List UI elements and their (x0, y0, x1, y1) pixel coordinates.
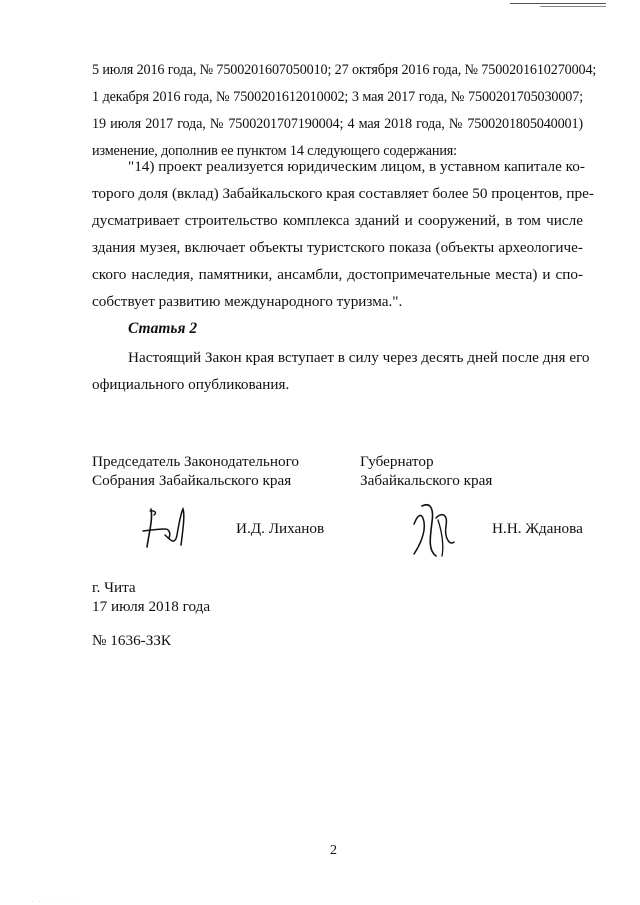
paragraph-amendment-list (92, 57, 597, 165)
signatory-left-title (92, 452, 299, 490)
handwritten-signature-right (408, 498, 464, 560)
signatory-left-name: И.Д. Лиханов (236, 520, 325, 537)
text-line: здания музея, включает объекты туристского показа (объекты археологиче- (92, 239, 583, 256)
top-rule-secondary (540, 6, 606, 7)
text-line: 1 декабря 2016 года, № 7500201612010002; 3 мая 2017 года, № 7500201705030007; (92, 89, 583, 105)
text-line: дусматривает строительство комплекса зданий и сооружений, в том числе (92, 212, 583, 229)
signatory-right-title (360, 452, 492, 490)
text-line: ского наследия, памятники, ансамбли, достопримечательные места) и спо- (92, 266, 583, 283)
article-heading: Статья 2 (128, 320, 198, 337)
handwritten-signature-left (141, 505, 189, 551)
text-line: Настоящий Закон края вступает в силу через десять дней после дня его (128, 349, 590, 366)
signing-place: г. Чита (92, 579, 136, 596)
scan-footer-marks: . . . . . . . (32, 898, 78, 904)
signing-date: 17 июля 2018 года (92, 598, 211, 615)
text-line: официального опубликования. (92, 376, 290, 393)
signatory-right-title-line: Забайкальского края (360, 472, 493, 489)
paragraph-item-14 (92, 153, 594, 315)
text-line: 19 июля 2017 года, № 7500201707190004; 4 мая 2018 года, № 7500201805040001) (92, 116, 583, 132)
top-rule (510, 3, 606, 4)
text-line: собствует развитию международного туризма.". (92, 293, 403, 310)
text-line: "14) проект реализуется юридическим лицом, в уставном капитале ко- (128, 158, 585, 175)
signatory-right-title-line: Губернатор (360, 453, 434, 470)
law-number: № 1636-ЗЗК (92, 632, 172, 649)
text-line: 5 июля 2016 года, № 7500201607050010; 27 октября 2016 года, № 7500201610270004; (92, 62, 597, 78)
signatory-left-title-line: Собрания Забайкальского края (92, 472, 292, 489)
text-line: изменение, дополнив ее пунктом 14 следующего содержания: (92, 143, 457, 159)
text-line: торого доля (вклад) Забайкальского края составляет более 50 процентов, пре- (92, 185, 594, 202)
paragraph-entry-into-force (92, 344, 590, 398)
signatory-right-name: Н.Н. Жданова (492, 520, 583, 537)
page-number: 2 (330, 843, 337, 858)
signatory-left-title-line: Председатель Законодательного (92, 453, 300, 470)
